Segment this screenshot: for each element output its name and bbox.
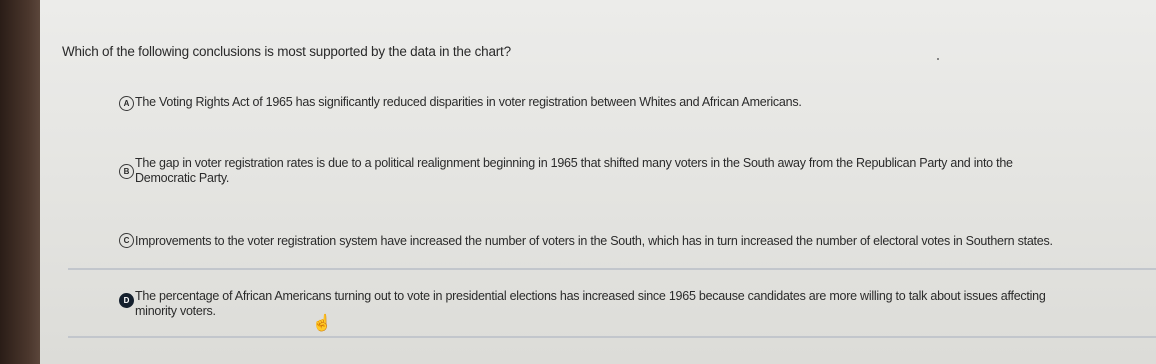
stray-dot bbox=[937, 58, 939, 60]
choice-a-text[interactable]: The Voting Rights Act of 1965 has significantly reduced disparities in voter registration between Whites and African Americans. bbox=[135, 95, 802, 109]
choice-c-text[interactable]: Improvements to the voter registration system have increased the number of voters in the South, which has in turn increased the number of electoral votes in Southern states. bbox=[135, 234, 1053, 248]
hand-pointer-icon: ☝ bbox=[312, 315, 332, 332]
monitor-bezel bbox=[0, 0, 40, 364]
choice-b-text[interactable]: The gap in voter registration rates is due to a political realignment beginning in 1965 that shifted many voters in the South away from the Republican Party and into the Democratic Party. bbox=[135, 156, 1013, 185]
divider bbox=[68, 336, 1156, 338]
choice-c-letter[interactable]: C bbox=[119, 233, 134, 248]
choice-d-letter[interactable]: D bbox=[119, 293, 134, 308]
choice-a-letter[interactable]: A bbox=[119, 96, 134, 111]
question-text: Which of the following conclusions is most supported by the data in the chart? bbox=[62, 44, 511, 59]
choice-b-letter[interactable]: B bbox=[119, 164, 134, 179]
divider bbox=[68, 268, 1156, 270]
choice-d-text[interactable]: The percentage of African Americans turning out to vote in presidential elections has increased since 1965 because candidates are more willing to talk about issues affecting minority voters. bbox=[135, 289, 1046, 318]
question-panel bbox=[40, 0, 1156, 364]
